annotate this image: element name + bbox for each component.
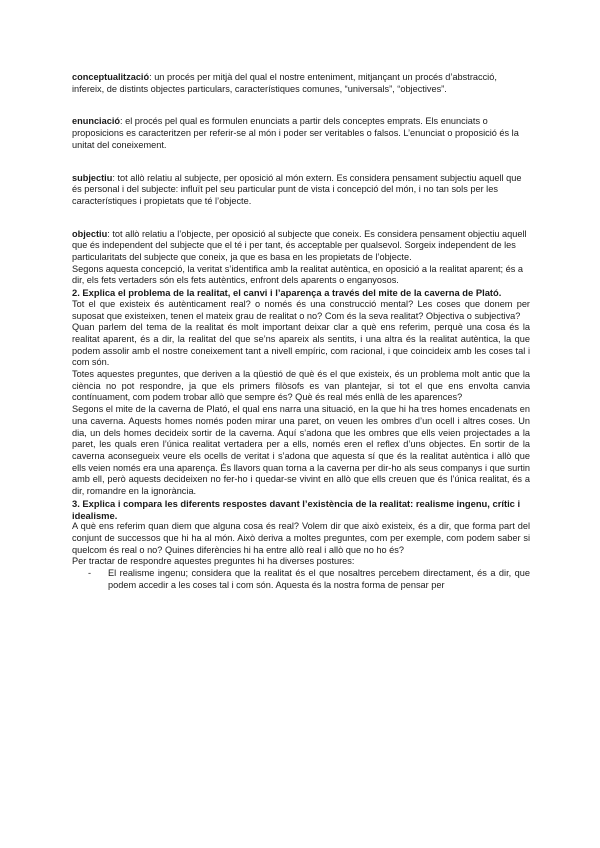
section-2-paragraph: Tot el que existeix és autènticament real? o només és una construcció mental? Les coses que donem per suposat que existeixen, tenen el mateix grau de realitat o no? Com és la seva realitat? Objectiva o subjectiva? — [72, 298, 530, 321]
section-3-heading: 3. Explica i compara les diferents respostes davant l’existència de la realitat: realisme ingenu, crític i idealisme. — [72, 497, 521, 521]
definition-text: : un procés per mitjà del qual el nostre enteniment, mitjançant un procés d’abstracció, infereix, de distints objectes particulars, característiques comunes, “universals”, “objectives”. — [72, 72, 497, 94]
definition-term: objectiu — [72, 228, 108, 239]
section-2-paragraph: Segons el mite de la caverna de Plató, el qual ens narra una situació, en la que hi ha tres homes encadenats en una caverna. Aquests homes només poden mirar una paret, on veuen les ombres d’un ocell i altres coses. Un dia, un dels homes decideix sortir de la caverna. Aquí s’adona que les ombres que ells veien projectades a la paret, les quals eren l’única realitat vertadera per a ells, només eren el reflex d’uns objectes. En sortir de la caverna aconsegueix veure els ocells de veritat i s’adona que aquesta sí que és la realitat autèntica i allò que ells veien només era una aparença. És llavors quan torna a la caverna per dir-ho als seus companys i que surtin amb ell, però aquests decideixen no fer-ho i quedar-se vivint en allò que ells creuen que és l’única realitat, és a dir, romandre en la ignorància. — [72, 404, 530, 497]
definition-term: enunciació — [72, 116, 120, 127]
definition-conceptualitzacio — [72, 72, 530, 95]
bullet-marker: - — [88, 568, 92, 579]
definition-objectiu-extra: Segons aquesta concepció, la veritat s’identifica amb la realitat autèntica, en oposició a la realitat aparent; és a dir, els fets vertaders són els fets autèntics, enfront dels aparents o enganyosos. — [72, 263, 523, 286]
list-item — [88, 568, 530, 591]
section-2-heading: 2. Explica el problema de la realitat, el canvi i l’aparença a través del mite de la caverna de Plató. — [72, 287, 502, 299]
section-3-paragraph: A què ens referim quan diem que alguna cosa és real? Volem dir que això existeix, és a dir, que forma part del conjunt de successos que hi ha al món. Això deriva a moltes preguntes, com per exemple, com podem saber si quelcom és real o no? Quines diferències hi ha entre allò real i allò que no ho és? — [72, 521, 530, 555]
definition-objectiu — [72, 229, 530, 264]
bullet-text: El realisme ingenu; considera que la realitat és el que nosaltres percebem directament, és a dir, que podem accedir a les coses tal i com són. Aquesta és la nostra forma de pensar per — [108, 568, 530, 590]
definition-subjectiu — [72, 173, 530, 208]
section-2-paragraph: Totes aquestes preguntes, que deriven a la qüestió de què és el que existeix, és un problema molt antic que la ciència no pot respondre, ja que els primers filòsofs es van plantejar, si tot el que ens envolta canvia contínuament, com podem trobar allò que sempre és? Què és real més enllà de les aparences? — [72, 369, 530, 403]
definition-term: conceptualització — [72, 72, 150, 82]
definition-text: : tot allò relatiu a l’objecte, per oposició al subjecte que coneix. Es considera pensament objectiu aquell que és independent del subjecte que el té i per tant, és acceptable per qualsevol. Sorgeix independent de les particularitats del subjecte que coneix, ja que es basa en les propietats de l’objecte. — [72, 228, 527, 263]
definition-term: subjectiu — [72, 172, 113, 183]
definition-text: : el procés pel qual es formulen enunciats a partir dels conceptes emprats. Els enunciats o proposicions es caracteritzen per referir-se al món i poder ser veritables o falsos. L’enunciat o proposició és la unitat del coneixement. — [72, 116, 519, 150]
definition-text: : tot allò relatiu al subjecte, per oposició al món extern. Es considera pensament subjectiu aquell que és personal i del subjecte: influït pel seu particular punt de vista i concepció del món, i no tan sols per les característiques i propietats que té l’objecte. — [72, 172, 522, 206]
document-page — [72, 72, 530, 591]
section-3-paragraph: Per tractar de respondre aquestes preguntes hi ha diverses postures: — [72, 556, 355, 567]
definition-enunciacio — [72, 116, 530, 151]
section-2-paragraph: Quan parlem del tema de la realitat és molt important deixar clar a què ens referim, perquè una cosa és la realitat aparent, és a dir, la realitat del que se’ns apareix als sentits, i una altra és la realitat autèntica, la que podem assolir amb el nostre coneixement tant a nivell empíric, com racional, i que coincideix amb les coses tal i com són. — [72, 322, 530, 368]
